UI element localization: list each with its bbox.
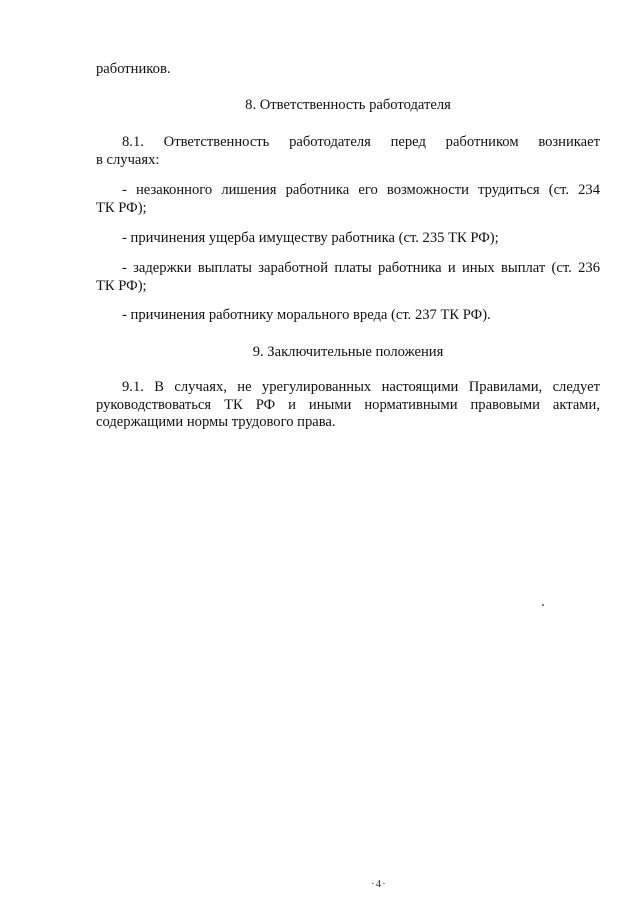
continuation-text: работников. <box>96 61 171 77</box>
section-9-heading: 9. Заключительные положения <box>252 344 444 360</box>
list-item-4-line1: - причинения работнику морального вреда (ст. 237 ТК РФ). <box>122 307 491 323</box>
section-9-para-line2: руководствоваться ТК РФ и иными нормативными правовыми актами, <box>96 397 600 413</box>
list-item-3-line1: - задержки выплаты заработной платы работника и иных выплат (ст. 236 <box>122 260 600 276</box>
list-item-2-line1: - причинения ущерба имуществу работника (ст. 235 ТК РФ); <box>122 230 499 246</box>
section-8-intro-line1: 8.1. Ответственность работодателя перед работником возникает <box>122 134 600 150</box>
page-number-mark: ·4· <box>371 878 387 890</box>
list-item-3-line2: ТК РФ); <box>96 278 147 294</box>
list-item-1-line2: ТК РФ); <box>96 200 147 216</box>
section-8-intro-line2: в случаях: <box>96 152 160 168</box>
section-8-heading: 8. Ответственность работодателя <box>245 97 451 113</box>
section-9-para-line3: содержащими нормы трудового права. <box>96 414 336 430</box>
scan-speck <box>542 604 544 606</box>
list-item-1-line1: - незаконного лишения работника его возможности трудиться (ст. 234 <box>122 182 600 198</box>
section-9-para-line1: 9.1. В случаях, не урегулированных настоящими Правилами, следует <box>122 379 600 395</box>
